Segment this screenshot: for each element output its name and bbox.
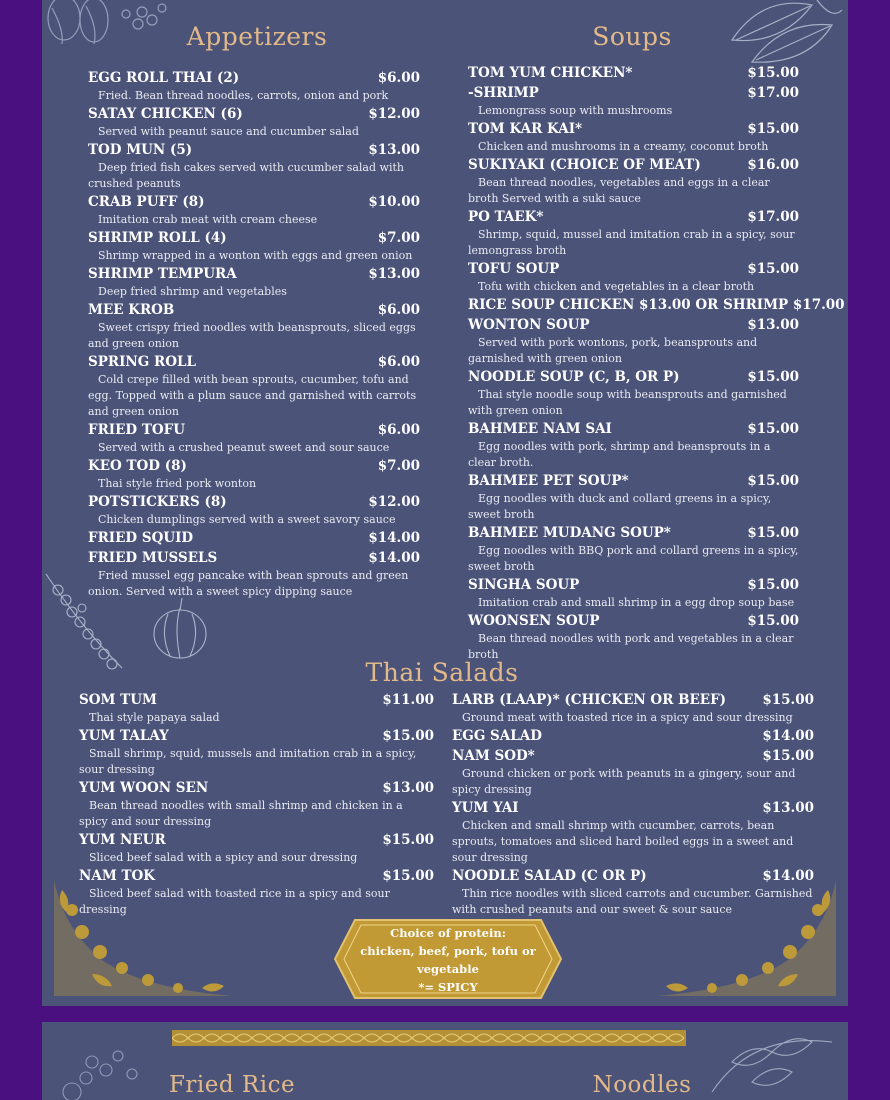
appetizers-title: Appetizers — [186, 22, 328, 51]
menu-item-price: $17.00 — [747, 85, 799, 101]
menu-page-1 — [42, 0, 848, 1006]
menu-item-name: SHRIMP TEMPURA — [88, 266, 237, 282]
menu-item-row — [468, 63, 799, 83]
menu-item-name: -SHRIMP — [468, 85, 539, 101]
menu-item-description: Small shrimp, squid, mussels and imitation crab in a spicy, sour dressing — [79, 747, 417, 776]
menu-item-price: $12.00 — [368, 494, 420, 510]
menu-item-description: Chicken dumplings served with a sweet savory sauce — [98, 513, 396, 526]
menu-item-price: $15.00 — [382, 868, 434, 884]
menu-item-price: $14.00 — [762, 868, 814, 884]
menu-item-description: Sliced beef salad with a spicy and sour dressing — [89, 851, 358, 864]
menu-item-price: $16.00 — [747, 157, 799, 173]
menu-item-name: WONTON SOUP — [468, 317, 590, 333]
thai-salads-title: Thai Salads — [365, 658, 519, 687]
menu-item-description: Lemongrass soup with mushrooms — [478, 104, 673, 117]
menu-item-price: $7.00 — [377, 458, 420, 474]
menu-item-row — [468, 315, 799, 335]
protein-line-1: Choice of protein: — [390, 926, 506, 940]
menu-item — [468, 611, 799, 663]
menu-item-description: Chicken and small shrimp with cucumber, carrots, bean sprouts, tomatoes and sliced hard boiled eggs in a sweet and sour dressing — [452, 819, 794, 864]
menu-item-name: YUM YAI — [452, 800, 519, 816]
menu-item-row — [468, 119, 799, 139]
menu-item-name: TOM YUM CHICKEN* — [468, 65, 633, 81]
menu-item-row — [88, 300, 420, 320]
menu-item-price: $17.00 — [747, 209, 799, 225]
menu-item-price: $15.00 — [747, 525, 799, 541]
menu-item — [88, 264, 420, 300]
menu-item — [468, 315, 799, 367]
menu-item-row — [468, 523, 799, 543]
menu-item-row — [468, 575, 799, 595]
menu-item — [468, 419, 799, 471]
menu-item-price: $15.00 — [382, 728, 434, 744]
menu-item-row — [468, 155, 799, 175]
menu-item-price: $15.00 — [747, 613, 799, 629]
menu-item-name: SOM TUM — [79, 692, 157, 708]
menu-item-description: Fried. Bean thread noodles, carrots, onion and pork — [98, 89, 389, 102]
menu-item-price: $13.00 — [368, 142, 420, 158]
menu-item-name: NAM TOK — [79, 868, 155, 884]
menu-item-description: Served with a crushed peanut sweet and sour sauce — [98, 441, 390, 454]
menu-item-name: BAHMEE MUDANG SOUP* — [468, 525, 671, 541]
menu-item — [468, 295, 845, 315]
menu-item-row — [88, 140, 420, 160]
menu-item — [79, 830, 434, 866]
menu-item-name: NOODLE SALAD (C OR P) — [452, 868, 647, 884]
menu-item — [452, 746, 814, 798]
menu-item-price: $15.00 — [747, 369, 799, 385]
menu-item-row — [79, 778, 434, 798]
menu-item — [468, 367, 799, 419]
menu-item-name: MEE KROB — [88, 302, 175, 318]
menu-item-name: KEO TOD (8) — [88, 458, 187, 474]
menu-item-price: $15.00 — [762, 748, 814, 764]
fried-rice-title: Fried Rice — [168, 1072, 296, 1098]
menu-item-price: $13.00 — [762, 800, 814, 816]
menu-item — [452, 690, 814, 726]
menu-item — [79, 690, 434, 726]
menu-item — [79, 726, 434, 778]
menu-item-name: SHRIMP ROLL (4) — [88, 230, 227, 246]
menu-item — [88, 420, 420, 456]
menu-item-row — [468, 367, 799, 387]
menu-item-row — [452, 690, 814, 710]
menu-item-row — [88, 192, 420, 212]
menu-item-name: NOODLE SOUP (C, B, OR P) — [468, 369, 680, 385]
menu-item-description: Imitation crab meat with cream cheese — [98, 213, 318, 226]
menu-item-name: TOD MUN (5) — [88, 142, 193, 158]
menu-item — [88, 548, 420, 600]
menu-item-row — [79, 690, 434, 710]
menu-item-price: $13.00 — [747, 317, 799, 333]
menu-item-description: Thai style fried pork wonton — [98, 477, 257, 490]
menu-item — [88, 192, 420, 228]
menu-item-price: $6.00 — [377, 422, 420, 438]
menu-item-price: $6.00 — [377, 354, 420, 370]
menu-item-description: Egg noodles with duck and collard greens in a spicy, sweet broth — [468, 492, 772, 521]
menu-item-name: YUM TALAY — [79, 728, 169, 744]
menu-item-price: $15.00 — [747, 577, 799, 593]
protein-line-2: chicken, beef, pork, tofu or — [360, 944, 536, 958]
menu-item-description: Ground chicken or pork with peanuts in a gingery, sour and spicy dressing — [452, 767, 796, 796]
menu-item-name: FRIED MUSSELS — [88, 550, 218, 566]
menu-item-description: Ground meat with toasted rice in a spicy and sour dressing — [462, 711, 793, 724]
menu-item-name: FRIED SQUID — [88, 530, 194, 546]
menu-item-description: Deep fried fish cakes served with cucumber salad with crushed peanuts — [88, 161, 404, 190]
menu-item-price: $15.00 — [747, 121, 799, 137]
menu-item-description: Chicken and mushrooms in a creamy, coconut broth — [478, 140, 769, 153]
menu-item-row — [468, 611, 799, 631]
menu-item-row — [468, 83, 799, 103]
menu-item-row — [468, 295, 845, 315]
menu-item-row — [88, 420, 420, 440]
menu-item — [468, 523, 799, 575]
menu-item-description: Thai style noodle soup with beansprouts and garnished with green onion — [468, 388, 787, 417]
menu-item-name: SPRING ROLL — [88, 354, 196, 370]
menu-item-row — [88, 548, 420, 568]
menu-item-price: $15.00 — [762, 692, 814, 708]
menu-item-description: Sweet crispy fried noodles with beansprouts, sliced eggs and green onion — [88, 321, 416, 350]
menu-item — [88, 104, 420, 140]
menu-item-description: Served with pork wontons, pork, beansprouts and garnished with green onion — [468, 336, 758, 365]
menu-item-price: $14.00 — [762, 728, 814, 744]
menu-item-price: $10.00 — [368, 194, 420, 210]
menu-item-name: EGG ROLL THAI (2) — [88, 70, 240, 86]
menu-item-price: $7.00 — [377, 230, 420, 246]
menu-item — [88, 352, 420, 420]
menu-item-row — [88, 492, 420, 512]
gold-ornament-right-icon — [638, 870, 838, 1000]
menu-item-name: TOFU SOUP — [468, 261, 560, 277]
menu-item-row — [79, 830, 434, 850]
menu-item-price: $12.00 — [368, 106, 420, 122]
menu-item-price: $6.00 — [377, 70, 420, 86]
menu-item-price: $15.00 — [747, 473, 799, 489]
menu-page-2 — [42, 1022, 848, 1100]
menu-item-row — [468, 419, 799, 439]
menu-item-row — [88, 528, 420, 548]
menu-item-price: $15.00 — [747, 65, 799, 81]
protein-choice-box — [333, 918, 563, 1000]
menu-item-description: Egg noodles with pork, shrimp and beansprouts in a clear broth. — [468, 440, 771, 469]
menu-item-name: LARB (LAAP)* (CHICKEN OR BEEF) — [452, 692, 727, 708]
menu-item-description: Cold crepe filled with bean sprouts, cucumber, tofu and egg. Topped with a plum sauce and garnished with carrots and green onion — [88, 373, 417, 418]
menu-item-row — [88, 264, 420, 284]
menu-item — [468, 83, 799, 119]
appetizers-list — [88, 68, 420, 600]
menu-item-description: Shrimp, squid, mussel and imitation crab in a spicy, sour lemongrass broth — [468, 228, 795, 257]
menu-item-name: BAHMEE PET SOUP* — [468, 473, 629, 489]
menu-item — [88, 228, 420, 264]
menu-item-name: YUM NEUR — [79, 832, 166, 848]
menu-item-name: WOONSEN SOUP — [468, 613, 600, 629]
menu-item-price: $15.00 — [747, 261, 799, 277]
menu-item-name: CRAB PUFF (8) — [88, 194, 205, 210]
menu-item — [468, 259, 799, 295]
menu-item-row — [88, 68, 420, 88]
noodles-title: Noodles — [592, 1072, 692, 1098]
menu-item-name: BAHMEE NAM SAI — [468, 421, 612, 437]
menu-item-row — [88, 352, 420, 372]
menu-item-name: RICE SOUP CHICKEN $13.00 OR SHRIMP $17.00 — [468, 297, 845, 313]
soups-list — [468, 63, 845, 663]
menu-item-row — [88, 456, 420, 476]
menu-item-row — [452, 798, 814, 818]
menu-item — [452, 798, 814, 866]
menu-item-description: Sliced beef salad with toasted rice in a spicy and sour dressing — [79, 887, 390, 916]
spicy-legend: *= SPICY — [418, 980, 478, 994]
menu-item — [468, 575, 799, 611]
menu-item-description: Thai style papaya salad — [89, 711, 220, 724]
menu-item — [452, 726, 814, 746]
menu-item-price: $14.00 — [368, 550, 420, 566]
menu-item-name: SINGHA SOUP — [468, 577, 580, 593]
menu-item-row — [468, 471, 799, 491]
menu-item — [88, 528, 420, 548]
menu-item — [468, 63, 799, 83]
menu-item-name: SUKIYAKI (CHOICE OF MEAT) — [468, 157, 701, 173]
menu-item — [88, 68, 420, 104]
menu-item-description: Thin rice noodles with sliced carrots and cucumber. Garnished with crushed peanuts and our sweet & sour sauce — [452, 887, 813, 916]
menu-item — [88, 300, 420, 352]
menu-item-row — [88, 228, 420, 248]
menu-item — [88, 140, 420, 192]
menu-item-price: $6.00 — [377, 302, 420, 318]
menu-item-description: Served with peanut sauce and cucumber salad — [98, 125, 359, 138]
menu-item — [88, 492, 420, 528]
menu-item — [88, 456, 420, 492]
menu-item — [468, 155, 799, 207]
menu-item-description: Bean thread noodles with pork and vegetables in a clear broth — [468, 632, 794, 661]
menu-item-row — [79, 726, 434, 746]
gold-ornament-left-icon — [52, 870, 252, 1000]
menu-item-description: Fried mussel egg pancake with bean sprouts and green onion. Served with a sweet spicy dipping sauce — [88, 569, 409, 598]
menu-item-description: Imitation crab and small shrimp in a egg drop soup base — [478, 596, 795, 609]
menu-item-description: Deep fried shrimp and vegetables — [98, 285, 287, 298]
menu-item-row — [452, 726, 814, 746]
gold-border-band-icon — [172, 1028, 686, 1048]
menu-item-row — [88, 104, 420, 124]
menu-item-price: $14.00 — [368, 530, 420, 546]
menu-item — [79, 778, 434, 830]
menu-item-price: $11.00 — [382, 692, 434, 708]
menu-item-price: $13.00 — [382, 780, 434, 796]
menu-item-description: Bean thread noodles, vegetables and eggs in a clear broth Served with a suki sauce — [468, 176, 770, 205]
menu-item-description: Egg noodles with BBQ pork and collard greens in a spicy, sweet broth — [468, 544, 799, 573]
menu-item-price: $13.00 — [368, 266, 420, 282]
menu-item-description: Shrimp wrapped in a wonton with eggs and green onion — [98, 249, 413, 262]
menu-item-name: YUM WOON SEN — [79, 780, 209, 796]
menu-item-row — [452, 746, 814, 766]
menu-item-name: POTSTICKERS (8) — [88, 494, 227, 510]
menu-item-name: EGG SALAD — [452, 728, 542, 744]
menu-item — [468, 207, 799, 259]
menu-item-name: FRIED TOFU — [88, 422, 185, 438]
menu-item-description: Tofu with chicken and vegetables in a clear broth — [478, 280, 755, 293]
soups-title: Soups — [592, 22, 672, 51]
menu-item-row — [468, 259, 799, 279]
protein-line-3: vegetable — [417, 962, 479, 976]
menu-item-price: $15.00 — [382, 832, 434, 848]
menu-item-name: NAM SOD* — [452, 748, 535, 764]
menu-item-name: PO TAEK* — [468, 209, 544, 225]
menu-item-price: $15.00 — [747, 421, 799, 437]
menu-item-name: TOM KAR KAI* — [468, 121, 583, 137]
menu-item-row — [468, 207, 799, 227]
menu-item — [468, 471, 799, 523]
menu-item-description: Bean thread noodles with small shrimp and chicken in a spicy and sour dressing — [79, 799, 403, 828]
menu-item — [468, 119, 799, 155]
menu-item-name: SATAY CHICKEN (6) — [88, 106, 243, 122]
